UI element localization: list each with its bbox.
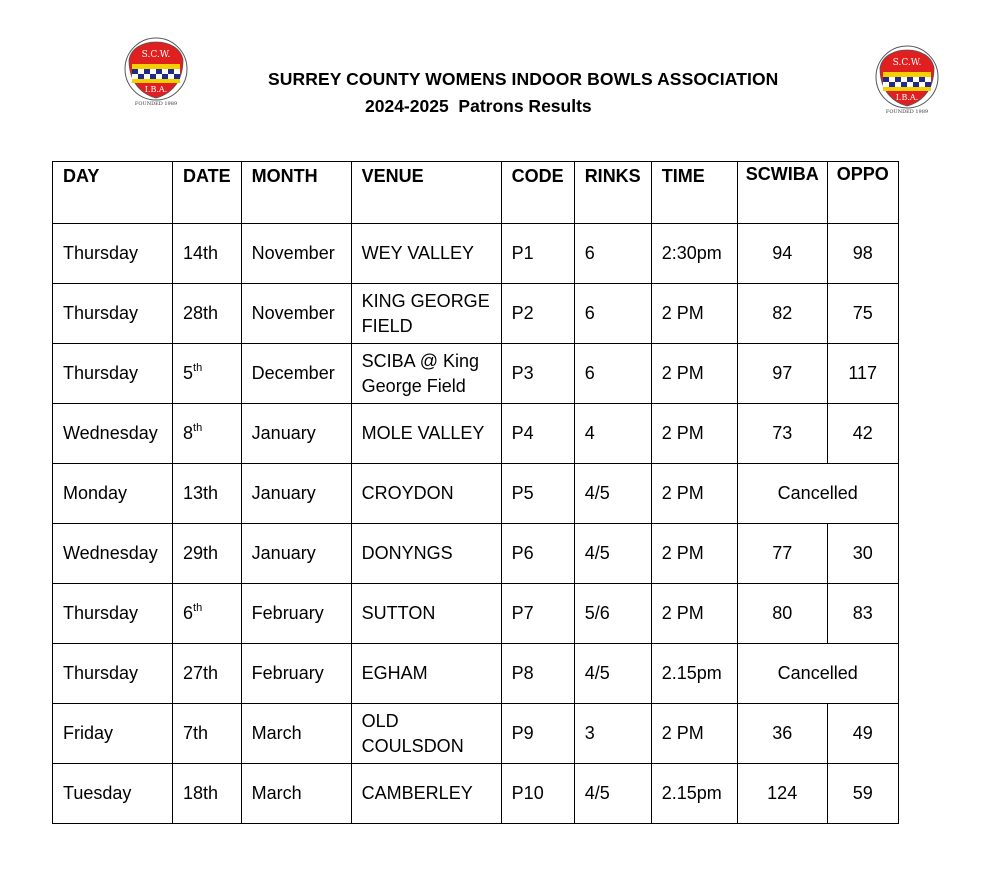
- code-cell: P6: [501, 524, 574, 584]
- code-cell: P7: [501, 584, 574, 644]
- day-cell: Thursday: [53, 284, 173, 344]
- day-cell: Thursday: [53, 584, 173, 644]
- results-table: [52, 161, 899, 824]
- date-cell: [173, 224, 242, 284]
- date-cell: [173, 584, 242, 644]
- day-cell: Wednesday: [53, 524, 173, 584]
- table-row: [53, 584, 899, 644]
- month-cell: January: [241, 404, 351, 464]
- code-cell: P4: [501, 404, 574, 464]
- opponent-score-cell: 49: [827, 704, 898, 764]
- venue-cell: EGHAM: [351, 644, 501, 704]
- venue-cell: CAMBERLEY: [351, 764, 501, 824]
- time-cell: 2 PM: [651, 344, 737, 404]
- month-cell: December: [241, 344, 351, 404]
- date-cell: [173, 524, 242, 584]
- logo-bottom-text: I.B.A.: [144, 85, 168, 94]
- time-cell: 2.15pm: [651, 764, 737, 824]
- scwiba-score-cell: 77: [737, 524, 827, 584]
- column-header-oppo: OPPO: [827, 162, 898, 224]
- date-number: 27th: [183, 663, 219, 683]
- document-subtitle: 2024-2025 Patrons Results: [365, 96, 592, 116]
- column-header-month: MONTH: [241, 162, 351, 224]
- date-cell: [173, 344, 242, 404]
- code-cell: P2: [501, 284, 574, 344]
- time-cell: 2.15pm: [651, 644, 737, 704]
- month-cell: February: [241, 644, 351, 704]
- date-number: 28th: [183, 303, 219, 323]
- opponent-score-cell: 75: [827, 284, 898, 344]
- table-row: [53, 284, 899, 344]
- date-suffix: th: [193, 362, 203, 374]
- venue-cell: DONYNGS: [351, 524, 501, 584]
- month-cell: March: [241, 764, 351, 824]
- code-cell: P10: [501, 764, 574, 824]
- time-cell: 2:30pm: [651, 224, 737, 284]
- date-cell: [173, 764, 242, 824]
- date-cell: [173, 644, 242, 704]
- logo-top-text: S.C.W.: [141, 50, 171, 60]
- status-cell: Cancelled: [737, 644, 898, 704]
- opponent-score-cell: 83: [827, 584, 898, 644]
- table-row: [53, 224, 899, 284]
- table-row: [53, 464, 899, 524]
- opponent-score-cell: 117: [827, 344, 898, 404]
- table-row: [53, 524, 899, 584]
- day-cell: Thursday: [53, 344, 173, 404]
- time-cell: 2 PM: [651, 464, 737, 524]
- date-number: 14th: [183, 243, 219, 263]
- rinks-cell: 6: [574, 284, 651, 344]
- rinks-cell: 4/5: [574, 764, 651, 824]
- column-header-venue: VENUE: [351, 162, 501, 224]
- logo-founded-text: FOUNDED 1989: [134, 101, 178, 107]
- scwiba-score-cell: 73: [737, 404, 827, 464]
- code-cell: P3: [501, 344, 574, 404]
- table-row: [53, 704, 899, 764]
- rinks-cell: 4/5: [574, 524, 651, 584]
- column-header-date: DATE: [173, 162, 242, 224]
- day-cell: Friday: [53, 704, 173, 764]
- column-header-day: DAY: [53, 162, 173, 224]
- rinks-cell: 3: [574, 704, 651, 764]
- date-cell: [173, 404, 242, 464]
- month-cell: February: [241, 584, 351, 644]
- day-cell: Monday: [53, 464, 173, 524]
- rinks-cell: 4/5: [574, 644, 651, 704]
- date-cell: [173, 464, 242, 524]
- column-header-rinks: RINKS: [574, 162, 651, 224]
- code-cell: P8: [501, 644, 574, 704]
- status-cell: Cancelled: [737, 464, 898, 524]
- time-cell: 2 PM: [651, 404, 737, 464]
- opponent-score-cell: 98: [827, 224, 898, 284]
- column-header-time: TIME: [651, 162, 737, 224]
- time-cell: 2 PM: [651, 524, 737, 584]
- venue-cell: OLD COULSDON: [351, 704, 501, 764]
- day-cell: Thursday: [53, 644, 173, 704]
- venue-cell: KING GEORGE FIELD: [351, 284, 501, 344]
- date-number: 13th: [183, 483, 219, 503]
- time-cell: 2 PM: [651, 704, 737, 764]
- venue-cell: MOLE VALLEY: [351, 404, 501, 464]
- scwiba-score-cell: 80: [737, 584, 827, 644]
- venue-cell: CROYDON: [351, 464, 501, 524]
- date-cell: [173, 704, 242, 764]
- date-number: 8: [183, 423, 194, 443]
- code-cell: P9: [501, 704, 574, 764]
- date-number: 6: [183, 603, 194, 623]
- association-crest-logo-right: [872, 44, 942, 118]
- scwiba-score-cell: 124: [737, 764, 827, 824]
- day-cell: Tuesday: [53, 764, 173, 824]
- code-cell: P5: [501, 464, 574, 524]
- venue-cell: WEY VALLEY: [351, 224, 501, 284]
- column-header-code: CODE: [501, 162, 574, 224]
- column-header-scwiba: SCWIBA: [737, 162, 827, 224]
- table-row: [53, 404, 899, 464]
- month-cell: January: [241, 464, 351, 524]
- opponent-score-cell: 30: [827, 524, 898, 584]
- scwiba-score-cell: 36: [737, 704, 827, 764]
- rinks-cell: 6: [574, 224, 651, 284]
- date-suffix: th: [193, 602, 203, 614]
- month-cell: November: [241, 224, 351, 284]
- opponent-score-cell: 42: [827, 404, 898, 464]
- date-suffix: th: [193, 422, 203, 434]
- time-cell: 2 PM: [651, 284, 737, 344]
- rinks-cell: 4/5: [574, 464, 651, 524]
- scwiba-score-cell: 94: [737, 224, 827, 284]
- opponent-score-cell: 59: [827, 764, 898, 824]
- month-cell: March: [241, 704, 351, 764]
- code-cell: P1: [501, 224, 574, 284]
- day-cell: Wednesday: [53, 404, 173, 464]
- logo-founded-text: FOUNDED 1989: [885, 109, 929, 115]
- venue-cell: SCIBA @ King George Field: [351, 344, 501, 404]
- month-cell: November: [241, 284, 351, 344]
- venue-cell: SUTTON: [351, 584, 501, 644]
- document-title: SURREY COUNTY WOMENS INDOOR BOWLS ASSOCIATION: [268, 69, 779, 89]
- table-header-row: [53, 162, 899, 224]
- scwiba-score-cell: 82: [737, 284, 827, 344]
- rinks-cell: 5/6: [574, 584, 651, 644]
- table-row: [53, 644, 899, 704]
- month-cell: January: [241, 524, 351, 584]
- logo-bottom-text: I.B.A.: [895, 93, 919, 102]
- date-number: 5: [183, 363, 194, 383]
- time-cell: 2 PM: [651, 584, 737, 644]
- date-number: 7th: [183, 723, 209, 743]
- day-cell: Thursday: [53, 224, 173, 284]
- association-crest-logo: [121, 36, 191, 110]
- rinks-cell: 4: [574, 404, 651, 464]
- logo-top-text: S.C.W.: [892, 58, 922, 68]
- date-cell: [173, 284, 242, 344]
- table-row: [53, 344, 899, 404]
- rinks-cell: 6: [574, 344, 651, 404]
- date-number: 29th: [183, 543, 219, 563]
- date-number: 18th: [183, 783, 219, 803]
- table-row: [53, 764, 899, 824]
- scwiba-score-cell: 97: [737, 344, 827, 404]
